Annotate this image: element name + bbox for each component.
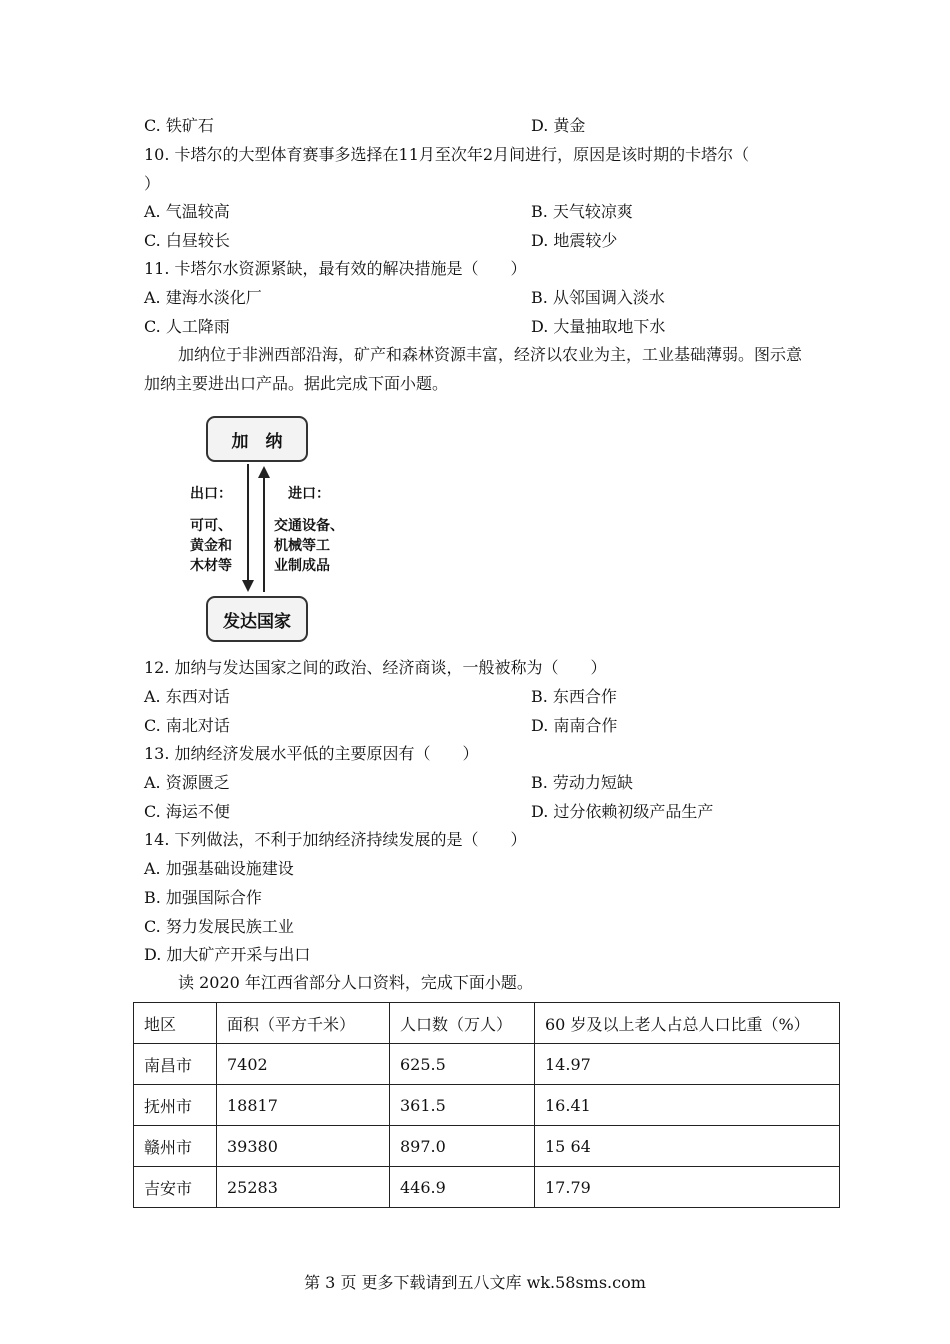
q9-option-c: C. 铁矿石 — [144, 116, 214, 135]
q11-option-c: C. 人工降雨 — [144, 317, 230, 336]
q11-option-b: B. 从邻国调入淡水 — [531, 288, 665, 307]
q10-stem: 10. 卡塔尔的大型体育赛事多选择在11月至次年2月间进行，原因是该时期的卡塔尔（ — [144, 145, 750, 164]
cell-elderly-ratio: 15 64 — [535, 1126, 840, 1167]
import-label: 进口： — [288, 486, 330, 502]
q10-option-a: A. 气温较高 — [144, 202, 230, 221]
table-row — [134, 1044, 840, 1085]
cell-population: 625.5 — [390, 1044, 535, 1085]
q12-option-a: A. 东西对话 — [144, 687, 230, 706]
cell-elderly-ratio: 17.79 — [535, 1167, 840, 1208]
q10-option-c: C. 白昼较长 — [144, 231, 230, 250]
cell-region: 抚州市 — [134, 1085, 217, 1126]
q11-stem: 11. 卡塔尔水资源紧缺，最有效的解决措施是（ ） — [144, 259, 527, 278]
table-row — [134, 1085, 840, 1126]
header-area: 面积（平方千米） — [217, 1003, 390, 1044]
cell-population: 446.9 — [390, 1167, 535, 1208]
q13-option-c: C. 海运不便 — [144, 802, 230, 821]
export-item-3: 木材等 — [190, 558, 232, 574]
q9-option-d: D. 黄金 — [531, 116, 586, 135]
q14-option-b: B. 加强国际合作 — [144, 888, 262, 907]
q13-stem: 13. 加纳经济发展水平低的主要原因有（ ） — [144, 744, 479, 763]
q12-option-b: B. 东西合作 — [531, 687, 617, 706]
cell-area: 25283 — [217, 1167, 390, 1208]
cell-population: 897.0 — [390, 1126, 535, 1167]
export-arrowhead — [242, 580, 254, 592]
ghana-intro: 加纳位于非洲西部沿海，矿产和森林资源丰富，经济以农业为主，工业基础薄弱。图示意加纳主要进出口产品。据此完成下面小题。 — [144, 345, 803, 393]
ghana-box: 加 纳 — [206, 416, 308, 462]
cell-area: 7402 — [217, 1044, 390, 1085]
cell-area: 18817 — [217, 1085, 390, 1126]
cell-region: 南昌市 — [134, 1044, 217, 1085]
q13-option-b: B. 劳动力短缺 — [531, 773, 633, 792]
q11-option-d: D. 大量抽取地下水 — [531, 317, 666, 336]
q14-stem: 14. 下列做法，不利于加纳经济持续发展的是（ ） — [144, 830, 527, 849]
table-row — [134, 1126, 840, 1167]
header-population: 人口数（万人） — [390, 1003, 535, 1044]
q10-option-d: D. 地震较少 — [531, 231, 618, 250]
q10-stem-tail: ） — [144, 174, 161, 193]
export-item-2: 黄金和 — [190, 538, 232, 554]
import-arrowhead — [258, 466, 270, 478]
import-item-2: 机械等工 — [274, 538, 330, 554]
cell-area: 39380 — [217, 1126, 390, 1167]
page-footer: 第 3 页 更多下载请到五八文库 wk.58sms.com — [304, 1273, 646, 1292]
table-header-row — [134, 1003, 840, 1044]
developed-countries-box: 发达国家 — [206, 596, 308, 642]
header-elderly-ratio: 60 岁及以上老人占总人口比重（%） — [535, 1003, 840, 1044]
q12-option-c: C. 南北对话 — [144, 716, 230, 735]
cell-elderly-ratio: 16.41 — [535, 1085, 840, 1126]
header-region: 地区 — [134, 1003, 217, 1044]
cell-region: 吉安市 — [134, 1167, 217, 1208]
cell-region: 赣州市 — [134, 1126, 217, 1167]
q11-option-a: A. 建海水淡化厂 — [144, 288, 262, 307]
q13-option-d: D. 过分依赖初级产品生产 — [531, 802, 714, 821]
ghana-trade-diagram — [186, 412, 366, 644]
q12-stem: 12. 加纳与发达国家之间的政治、经济商谈，一般被称为（ ） — [144, 658, 607, 677]
export-label: 出口： — [190, 486, 232, 502]
population-table — [133, 1002, 840, 1208]
q14-option-d: D. 加大矿产开采与出口 — [144, 945, 311, 964]
export-item-1: 可可、 — [190, 518, 232, 534]
q10-option-b: B. 天气较凉爽 — [531, 202, 633, 221]
table-row — [134, 1167, 840, 1208]
q14-option-a: A. 加强基础设施建设 — [144, 859, 294, 878]
q12-option-d: D. 南南合作 — [531, 716, 618, 735]
jiangxi-intro: 读 2020 年江西省部分人口资料，完成下面小题。 — [178, 973, 533, 992]
q13-option-a: A. 资源匮乏 — [144, 773, 230, 792]
import-item-3: 业制成品 — [274, 558, 330, 574]
q14-option-c: C. 努力发展民族工业 — [144, 917, 294, 936]
import-item-1: 交通设备、 — [274, 518, 344, 534]
cell-elderly-ratio: 14.97 — [535, 1044, 840, 1085]
cell-population: 361.5 — [390, 1085, 535, 1126]
